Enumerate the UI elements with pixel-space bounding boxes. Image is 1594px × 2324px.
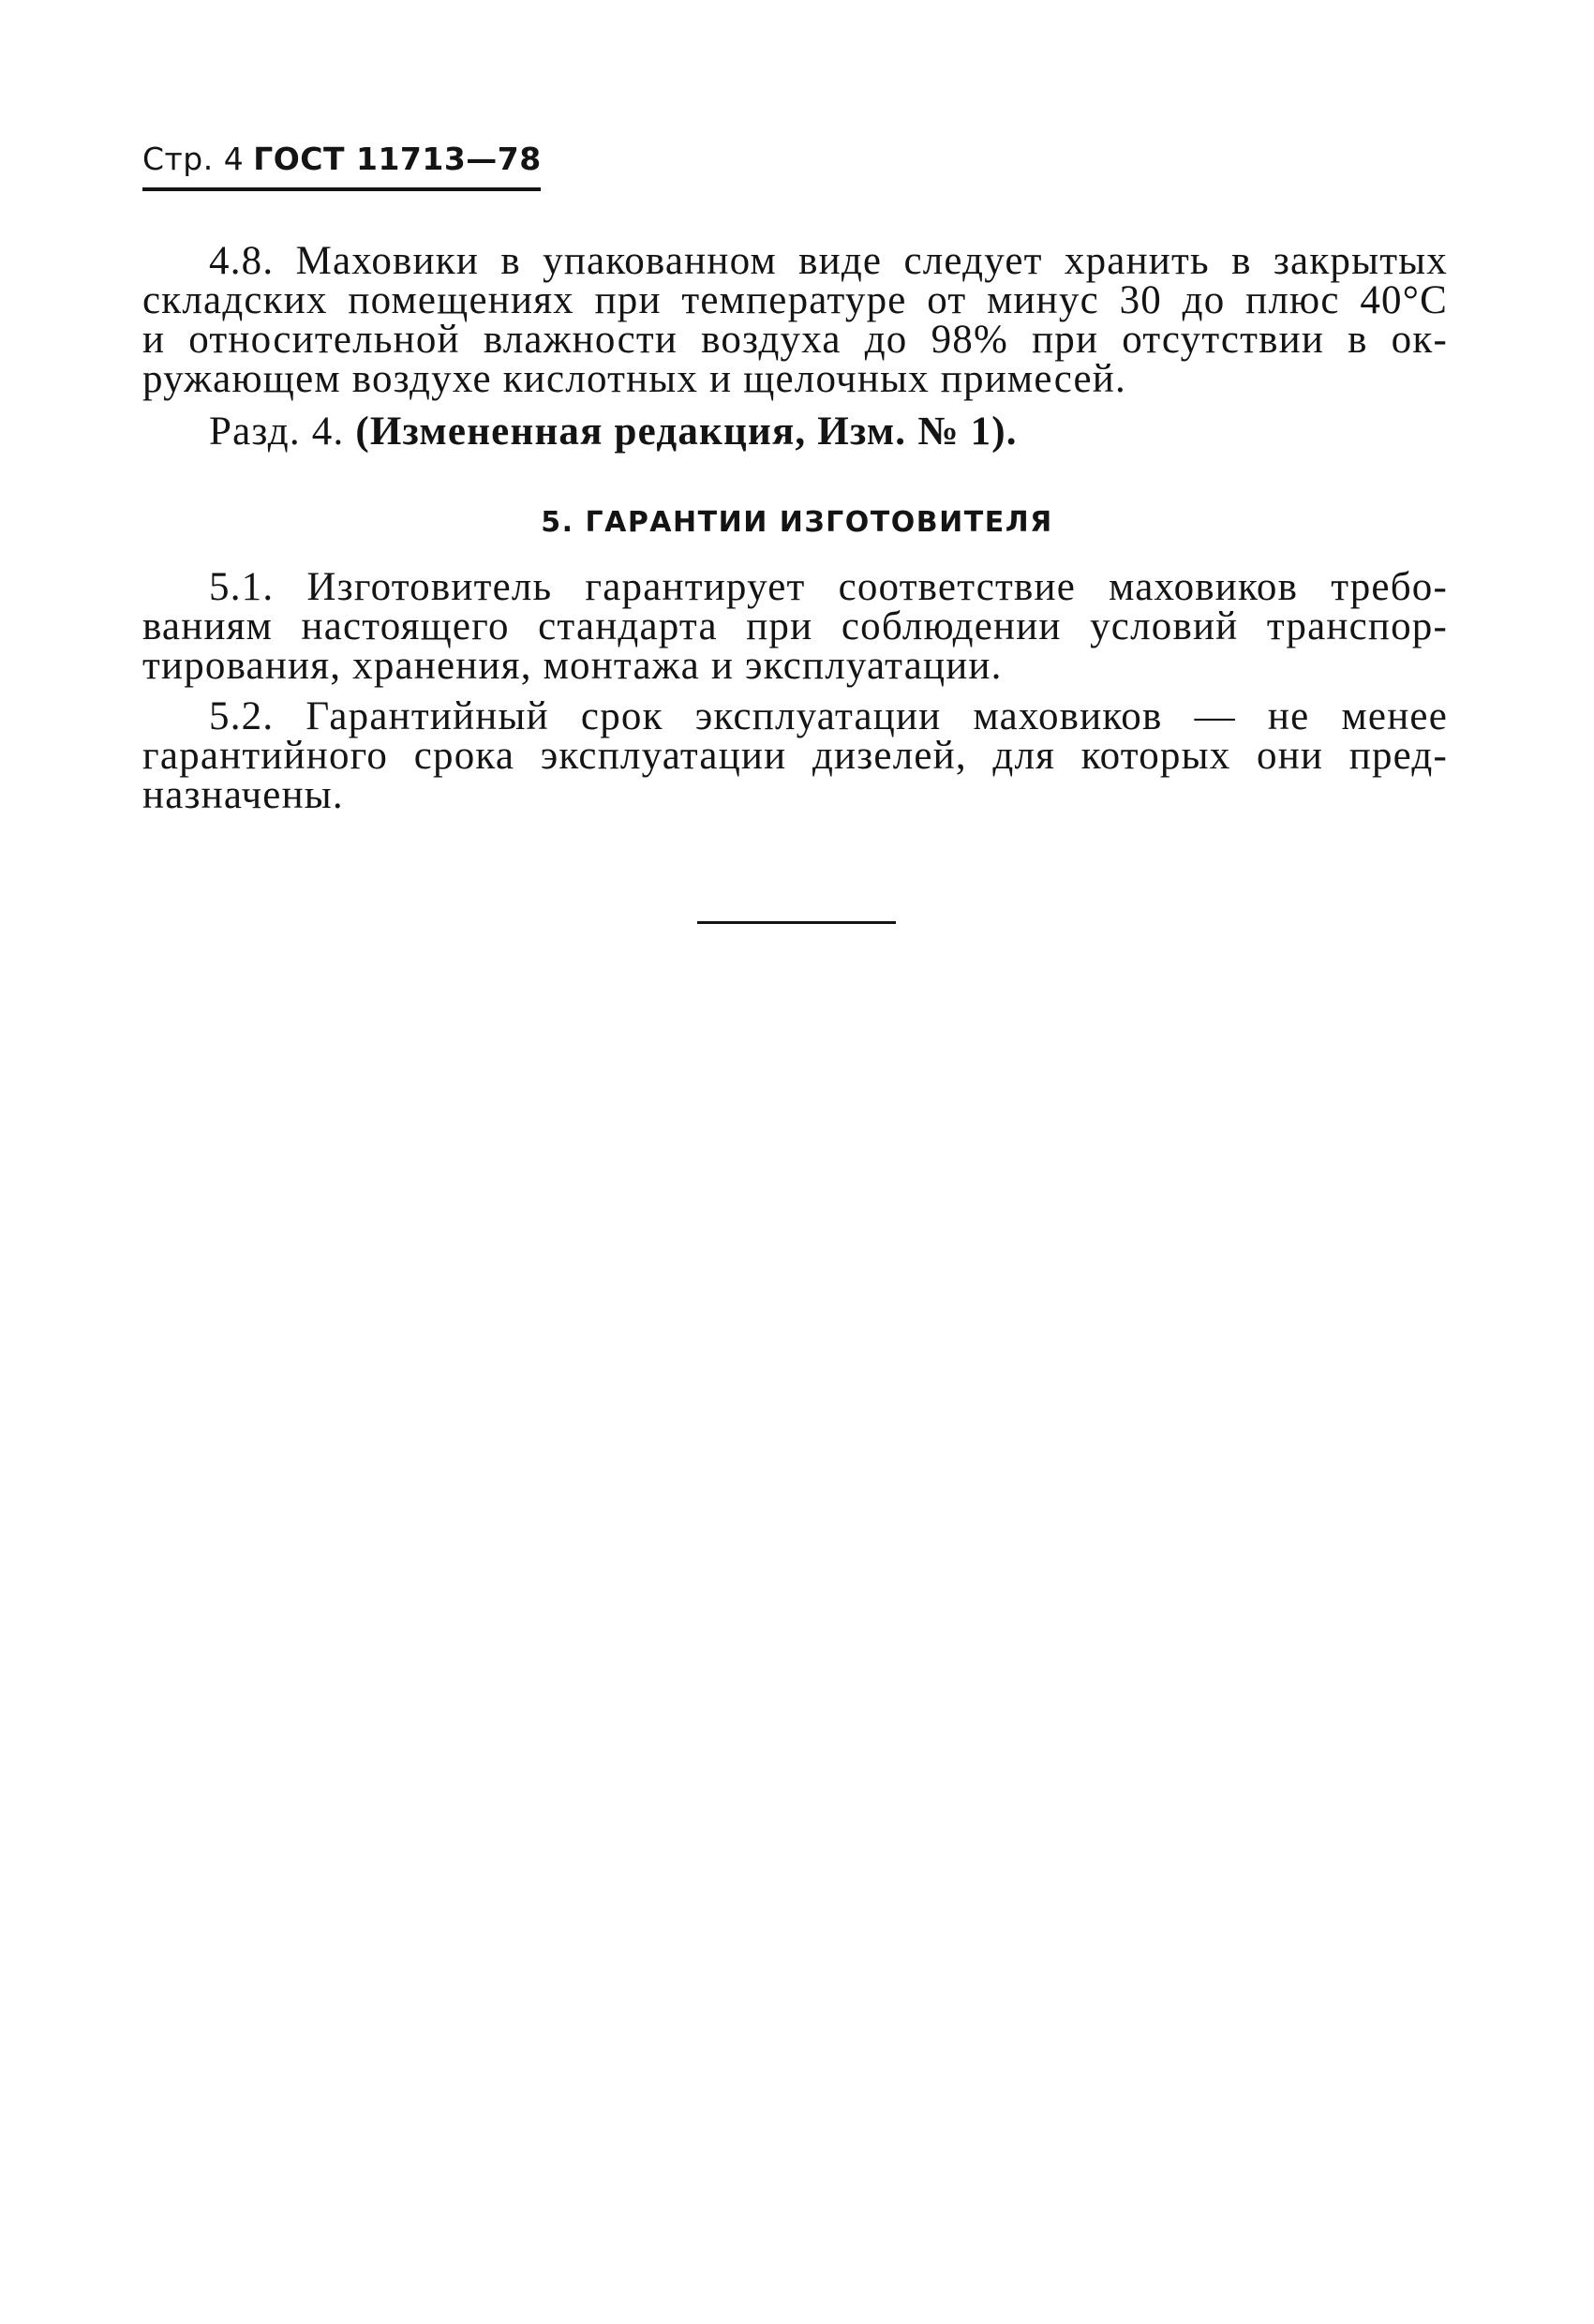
amendment-text: (Измененная редакция, Изм. № 1).: [355, 410, 1018, 454]
clause-line: 5.2. Гарантийный срок эксплуатации маховиков — не менее: [209, 694, 1448, 738]
clause-line: 4.8. Маховики в упакованном виде следует хранить в закрытых: [209, 239, 1448, 283]
end-rule: [697, 921, 896, 924]
clause-line: 5.1. Изготовитель гарантирует соответствие маховиков требо-: [209, 565, 1448, 609]
clause-line: тирования, хранения, монтажа и эксплуатации.: [142, 644, 1003, 688]
header-rule: [142, 187, 541, 191]
page-number: Стр. 4: [142, 141, 245, 177]
page-header: [142, 141, 542, 177]
clause-line: ружающем воздухе кислотных и щелочных примесей.: [142, 357, 1126, 401]
clause-line: складских помещениях при температуре от минус 30 до плюс 40°С: [142, 278, 1448, 322]
amendment-note: [209, 409, 1018, 454]
standard-code: ГОСТ 11713—78: [253, 141, 542, 177]
clause-5-1: [142, 565, 1448, 688]
clause-5-2: [142, 694, 1448, 817]
clause-4-8: [142, 239, 1448, 401]
amendment-prefix: Разд. 4.: [209, 410, 345, 454]
clause-line: назначены.: [142, 773, 344, 817]
clause-line: ваниям настоящего стандарта при соблюдении условий транспор-: [142, 604, 1448, 648]
clause-line: и относительной влажности воздуха до 98% при отсутствии в ок-: [142, 318, 1448, 362]
clause-line: гарантийного срока эксплуатации дизелей, для которых они пред-: [142, 734, 1448, 778]
section-heading: 5. ГАРАНТИИ ИЗГОТОВИТЕЛЯ: [541, 506, 1053, 539]
